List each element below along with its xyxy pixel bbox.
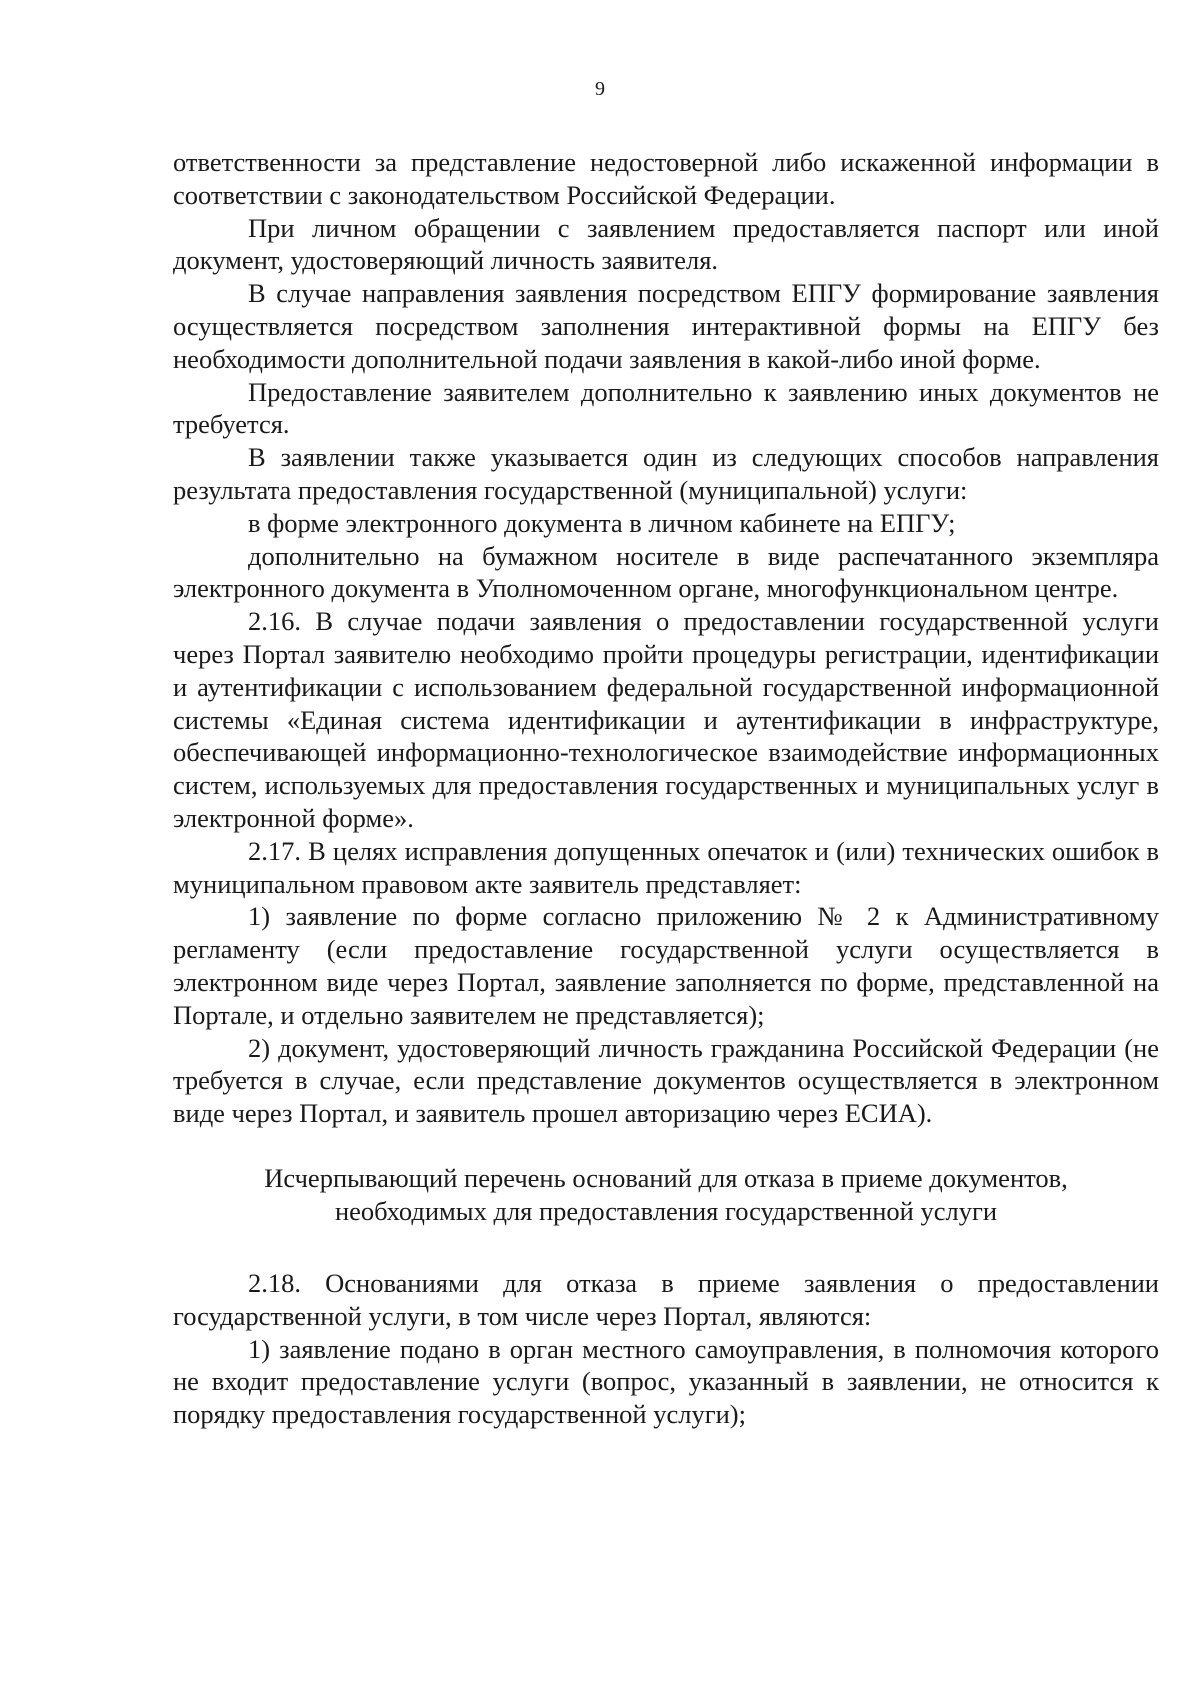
paragraph: дополнительно на бумажном носителе в виде распечатанного экземпляра электронного документа в Уполномоченном органе, многофункциональном центре. [173,540,1159,604]
paragraph: 1) заявление по форме согласно приложению № 2 к Административному регламенту (если предоставление государственной услуги осуществляется в электронном виде через Портал, заявление заполняется по форме, представленной на Портале, и отдельно заявителем не представляется); [173,901,1159,1030]
document-body [173,146,1159,1431]
section-heading-line: необходимых для предоставления государственной услуги [334,1195,998,1226]
paragraph: 1) заявление подано в орган местного самоуправления, в полномочия которого не входит предоставление услуги (вопрос, указанный в заявлении, не относится к порядку предоставления государственной услуги); [173,1333,1159,1430]
section-heading-line: Исчерпывающий перечень оснований для отказа в приеме документов, [264,1162,1068,1193]
paragraph: 2) документ, удостоверяющий личность гражданина Российской Федерации (не требуется в случае, если представление документов осуществляется в электронном виде через Портал, и заявитель прошел авторизацию через ЕСИА). [173,1032,1159,1129]
paragraph: в форме электронного документа в личном кабинете на ЕПГУ; [248,507,956,538]
paragraph: В случае направления заявления посредством ЕПГУ формирование заявления осуществляется посредством заполнения интерактивной формы на ЕПГУ без необходимости дополнительной подачи заявления в какой-либо иной форме. [173,278,1159,374]
paragraph: 2.16. В случае подачи заявления о предоставлении государственной услуги через Портал заявителю необходимо пройти процедуры регистрации, идентификации и аутентификации с использованием федеральной государственной информационной системы «Единая система идентификации и аутентификации в инфраструктуре, обеспечивающей информационно-технологическое взаимодействие информационных систем, используемых для предоставления государственных и муниципальных услуг в электронной форме». [173,606,1159,833]
paragraph: При личном обращении с заявлением предоставляется паспорт или иной документ, удостоверяющий личность заявителя. [173,212,1159,276]
paragraph: 2.17. В целях исправления допущенных опечаток и (или) технических ошибок в муниципальном правовом акте заявитель представляет: [173,835,1159,899]
paragraph: ответственности за представление недостоверной либо искаженной информации в соответствии с законодательством Российской Федерации. [173,147,1159,210]
section-heading [173,1162,1159,1228]
paragraph: В заявлении также указывается один из следующих способов направления результата предоставления государственной (муниципальной) услуги: [173,442,1159,505]
page-number: 9 [595,78,605,100]
paragraph: Предоставление заявителем дополнительно к заявлению иных документов не требуется. [173,376,1159,440]
paragraph: 2.18. Основаниями для отказа в приеме заявления о предоставлении государственной услуги, в том числе через Портал, являются: [173,1267,1159,1331]
